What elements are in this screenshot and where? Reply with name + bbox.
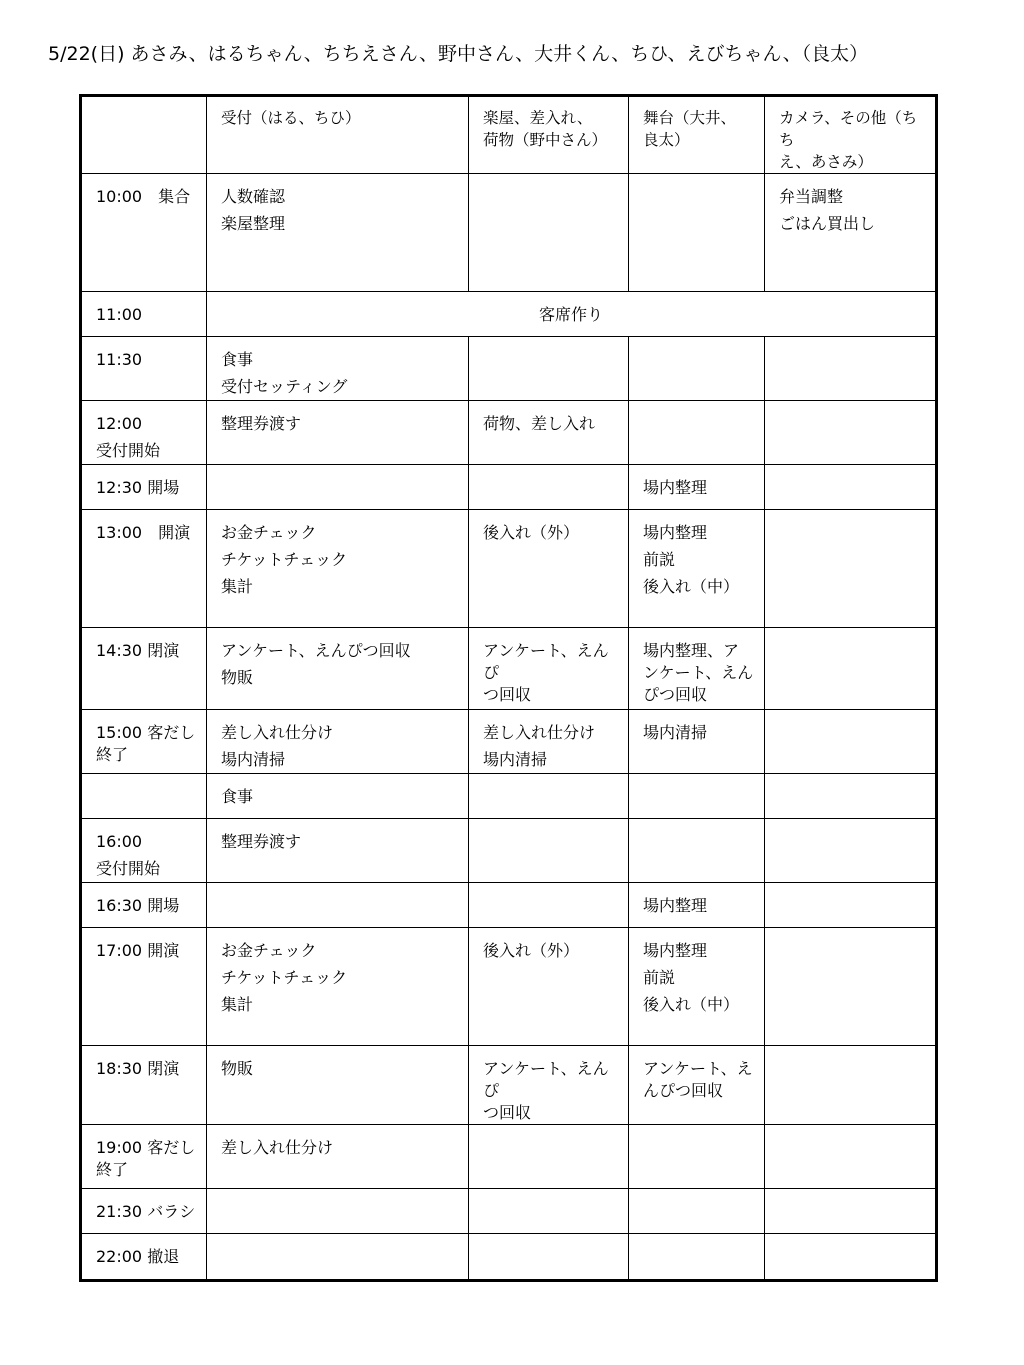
task-cell-uketsuke	[207, 774, 469, 819]
cell-text-line: 人数確認	[221, 187, 286, 206]
cell-text-line: 17:00 開演	[96, 941, 180, 960]
task-cell-uketsuke	[207, 1125, 469, 1189]
cell-text-line: 食事	[221, 350, 254, 369]
time-cell	[81, 628, 207, 710]
time-cell	[81, 174, 207, 292]
cell-text-line: 前説	[643, 550, 676, 569]
table-row	[81, 774, 937, 819]
task-cell-butai	[629, 928, 765, 1046]
task-cell-camera	[765, 401, 937, 465]
cell-text-line: お金チェック	[221, 523, 317, 542]
cell-text-line: 受付開始	[96, 859, 161, 878]
column-header	[81, 96, 207, 174]
task-cell-gakuya	[469, 819, 629, 883]
cell-text-line: ぴつ回収	[643, 685, 708, 704]
task-cell-uketsuke	[207, 928, 469, 1046]
cell-text-line: つ回収	[483, 685, 532, 704]
time-cell	[81, 774, 207, 819]
task-cell-camera	[765, 465, 937, 510]
time-cell	[81, 510, 207, 628]
time-cell	[81, 1125, 207, 1189]
table-row	[81, 1234, 937, 1281]
column-header	[629, 96, 765, 174]
table-row	[81, 928, 937, 1046]
task-cell-butai	[629, 710, 765, 774]
cell-text-line: 10:00 集合	[96, 187, 191, 206]
column-header	[469, 96, 629, 174]
cell-text-line: 物販	[221, 668, 254, 687]
cell-text-line: 客席作り	[538, 305, 603, 324]
task-cell-camera	[765, 1234, 937, 1281]
task-cell-gakuya	[469, 174, 629, 292]
task-cell-butai	[629, 337, 765, 401]
cell-text-line: 14:30 閉演	[96, 641, 180, 660]
cell-text-line: 弁当調整	[779, 187, 844, 206]
task-cell-uketsuke	[207, 401, 469, 465]
cell-text-line: んぴつ回収	[643, 1081, 724, 1100]
table-row	[81, 883, 937, 928]
task-cell-camera	[765, 337, 937, 401]
task-cell-camera	[765, 174, 937, 292]
cell-text-line: 場内整理	[643, 523, 708, 542]
task-cell-camera	[765, 928, 937, 1046]
cell-text-line: チケットチェック	[221, 968, 348, 987]
task-cell-uketsuke	[207, 510, 469, 628]
cell-text-line: 21:30 バラシ	[96, 1202, 196, 1221]
task-cell-camera	[765, 819, 937, 883]
task-cell-uketsuke	[207, 1046, 469, 1125]
table-row	[81, 710, 937, 774]
cell-text-line: 良太）	[643, 131, 690, 149]
cell-text-line: 整理券渡す	[221, 414, 302, 433]
cell-text-line: 15:00 客だし	[96, 723, 196, 742]
task-cell-gakuya	[469, 337, 629, 401]
column-header	[765, 96, 937, 174]
task-cell-uketsuke	[207, 337, 469, 401]
cell-text-line: 16:00	[96, 832, 143, 851]
cell-text-line: 13:00 開演	[96, 523, 191, 542]
task-cell-butai	[629, 819, 765, 883]
cell-text-line: 差し入れ仕分け	[221, 1138, 334, 1157]
cell-text-line: 12:30 開場	[96, 478, 180, 497]
task-cell-camera	[765, 883, 937, 928]
task-cell-uketsuke	[207, 465, 469, 510]
task-cell-butai	[629, 774, 765, 819]
cell-text-line: 集計	[221, 577, 254, 596]
time-cell	[81, 710, 207, 774]
cell-text-line: 舞台（大井、	[643, 109, 737, 127]
task-cell-butai	[629, 174, 765, 292]
task-cell-butai	[629, 1234, 765, 1281]
task-cell-camera	[765, 1189, 937, 1234]
cell-text-line: 後入れ（中）	[643, 995, 740, 1014]
cell-text-line: 12:00	[96, 414, 143, 433]
cell-text-line: 後入れ（中）	[643, 577, 740, 596]
cell-text-line: 16:30 開場	[96, 896, 180, 915]
task-cell-camera	[765, 774, 937, 819]
task-cell-gakuya	[469, 401, 629, 465]
cell-text-line: 荷物（野中さん）	[483, 131, 608, 149]
cell-text-line: アンケート、えんぴ	[483, 1059, 609, 1100]
cell-text-line: 終了	[96, 1160, 129, 1179]
time-cell	[81, 337, 207, 401]
task-cell-uketsuke	[207, 628, 469, 710]
cell-text-line: 差し入れ仕分け	[221, 723, 334, 742]
task-cell-butai	[629, 1189, 765, 1234]
task-cell-gakuya	[469, 710, 629, 774]
time-cell	[81, 401, 207, 465]
cell-text-line: 場内整理	[643, 941, 708, 960]
cell-text-line: 場内整理	[643, 478, 708, 497]
cell-text-line: 11:30	[96, 350, 143, 369]
task-cell-uketsuke	[207, 1234, 469, 1281]
cell-text-line: 楽屋、差入れ、	[483, 109, 593, 127]
cell-text-line: チケットチェック	[221, 550, 348, 569]
cell-text-line: 整理券渡す	[221, 832, 302, 851]
cell-text-line: 場内清掃	[483, 750, 548, 769]
cell-text-line: アンケート、えんぴ	[483, 641, 609, 682]
task-cell-butai	[629, 465, 765, 510]
table-row	[81, 465, 937, 510]
task-cell-gakuya	[469, 1046, 629, 1125]
cell-text-line: 食事	[221, 787, 254, 806]
task-cell-uketsuke	[207, 883, 469, 928]
time-cell	[81, 928, 207, 1046]
cell-text-line: 18:30 閉演	[96, 1059, 180, 1078]
cell-text-line: 受付開始	[96, 441, 161, 460]
cell-text-line: 後入れ（外）	[483, 523, 580, 542]
schedule-table	[79, 94, 938, 1282]
table-row	[81, 510, 937, 628]
cell-text-line: 荷物、差し入れ	[483, 414, 596, 433]
column-header	[207, 96, 469, 174]
task-cell-uketsuke	[207, 819, 469, 883]
task-cell-gakuya	[469, 1234, 629, 1281]
time-cell	[81, 1046, 207, 1125]
time-cell	[81, 1189, 207, 1234]
task-cell-butai	[629, 510, 765, 628]
cell-text-line: 場内清掃	[221, 750, 286, 769]
cell-text-line: ンケート、えん	[643, 663, 754, 682]
table-row	[81, 174, 937, 292]
cell-text-line: 前説	[643, 968, 676, 987]
cell-text-line: ごはん買出し	[779, 214, 876, 233]
task-cell-gakuya	[469, 628, 629, 710]
task-cell-uketsuke	[207, 710, 469, 774]
task-cell-camera	[765, 710, 937, 774]
cell-text-line: カメラ、その他（ちち	[779, 109, 918, 149]
task-cell-gakuya	[469, 510, 629, 628]
task-cell-uketsuke	[207, 1189, 469, 1234]
task-cell-gakuya	[469, 1125, 629, 1189]
table-row	[81, 292, 937, 337]
table-row	[81, 401, 937, 465]
cell-text-line: 差し入れ仕分け	[483, 723, 596, 742]
task-cell-gakuya	[469, 774, 629, 819]
cell-text-line: アンケート、え	[643, 1059, 753, 1078]
table-row	[81, 628, 937, 710]
cell-text-line: 22:00 撤退	[96, 1247, 180, 1266]
task-cell-butai	[629, 628, 765, 710]
task-cell-camera	[765, 1125, 937, 1189]
cell-text-line: 19:00 客だし	[96, 1138, 196, 1157]
cell-text-line: 終了	[96, 745, 129, 764]
cell-text-line: 物販	[221, 1059, 254, 1078]
table-header-row	[81, 96, 937, 174]
merged-task-cell	[207, 292, 937, 337]
cell-text-line: 後入れ（外）	[483, 941, 580, 960]
time-cell	[81, 1234, 207, 1281]
task-cell-butai	[629, 1125, 765, 1189]
cell-text-line: お金チェック	[221, 941, 317, 960]
cell-text-line: つ回収	[483, 1103, 532, 1122]
cell-text-line: 集計	[221, 995, 254, 1014]
table-row	[81, 337, 937, 401]
task-cell-gakuya	[469, 1189, 629, 1234]
task-cell-gakuya	[469, 883, 629, 928]
task-cell-camera	[765, 628, 937, 710]
table-row	[81, 1189, 937, 1234]
page-title: 5/22(日) あさみ、はるちゃん、ちちえさん、野中さん、大井くん、ちひ、えびちゃん、（良太）	[48, 43, 869, 65]
task-cell-butai	[629, 883, 765, 928]
table-row	[81, 1125, 937, 1189]
cell-text-line: アンケート、えんぴつ回収	[221, 641, 411, 660]
task-cell-gakuya	[469, 928, 629, 1046]
table-row	[81, 819, 937, 883]
cell-text-line: 場内整理、ア	[643, 641, 740, 660]
task-cell-butai	[629, 1046, 765, 1125]
task-cell-butai	[629, 401, 765, 465]
cell-text-line: 受付（はる、ちひ）	[221, 109, 361, 127]
cell-text-line: 楽屋整理	[221, 214, 286, 233]
table-row	[81, 1046, 937, 1125]
cell-text-line: 場内清掃	[643, 723, 708, 742]
cell-text-line: 11:00	[96, 305, 143, 324]
cell-text-line: 受付セッティング	[221, 377, 348, 396]
cell-text-line: 場内整理	[643, 896, 708, 915]
task-cell-gakuya	[469, 465, 629, 510]
task-cell-camera	[765, 1046, 937, 1125]
time-cell	[81, 883, 207, 928]
time-cell	[81, 465, 207, 510]
time-cell	[81, 819, 207, 883]
task-cell-camera	[765, 510, 937, 628]
cell-text-line: え、あさみ）	[779, 153, 873, 171]
time-cell	[81, 292, 207, 337]
task-cell-uketsuke	[207, 174, 469, 292]
